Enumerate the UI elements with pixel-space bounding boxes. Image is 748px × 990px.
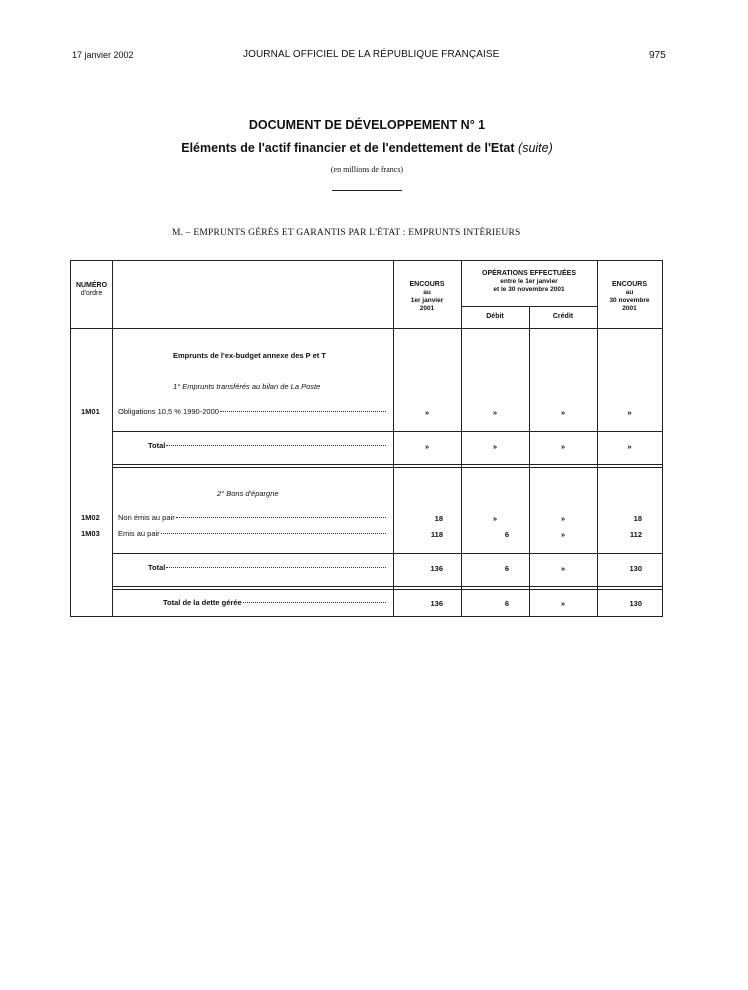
row-label-text: Total (148, 563, 166, 572)
subtitle-suffix: (suite) (518, 141, 553, 155)
cell-credit: » (560, 514, 566, 523)
debt-table (70, 260, 663, 617)
row-label-text: Total de la dette gérée (163, 598, 242, 607)
header-encours-end-line3: 30 novembre (609, 297, 650, 304)
header-encours-start-line4: 2001 (419, 305, 435, 312)
cell-credit: » (560, 408, 566, 417)
header-credit: Crédit (552, 313, 574, 320)
header-operations (461, 270, 597, 294)
header-encours-end-line4: 2001 (622, 305, 637, 312)
row-id: 1M03 (81, 529, 100, 538)
header-numero-line1: NUMÉRO (75, 282, 108, 289)
cell-encours: 136 (430, 564, 443, 573)
cell-debit: » (492, 442, 498, 451)
document-subtitle (0, 141, 734, 155)
header-bottom-line (71, 328, 662, 329)
header-encours-start-line2: au (423, 289, 431, 296)
cell-encours: » (424, 408, 430, 417)
double-row-line (112, 586, 662, 590)
col-divider (112, 261, 113, 616)
header-operations-line1: OPÉRATIONS EFFECTUÉES (482, 270, 576, 277)
document-title: DOCUMENT DE DÉVELOPPEMENT N° 1 (248, 118, 486, 132)
cell-encours: 118 (430, 530, 443, 539)
cell-debit: 6 (504, 530, 509, 539)
cell-encours-end: 130 (629, 599, 642, 608)
header-numero-line2: d'ordre (80, 290, 103, 297)
row-label-text: Emis au pair (118, 529, 160, 538)
header-date: 17 janvier 2002 (72, 50, 134, 60)
header-operations-line2: entre le 1er janvier (500, 278, 558, 285)
cell-debit: » (492, 408, 498, 417)
row-line (112, 553, 662, 554)
title-rule (332, 190, 402, 191)
cell-encours: 136 (430, 599, 443, 608)
cell-debit: » (492, 514, 498, 523)
leader-dots (220, 411, 386, 412)
cell-debit: 6 (504, 564, 509, 573)
header-debit: Débit (486, 313, 504, 320)
row-label (163, 598, 386, 607)
cell-encours-end: 18 (633, 514, 642, 523)
col-divider (393, 261, 394, 616)
row-label-text: Non émis au pair (118, 513, 175, 522)
cell-encours: » (424, 442, 430, 451)
row-label-text: Total (148, 441, 166, 450)
cell-encours-end: » (627, 408, 632, 417)
subgroup-title-2: 2° Bons d'épargne (217, 489, 279, 498)
cell-credit: » (560, 442, 566, 451)
section-heading: M. – EMPRUNTS GÉRÉS ET GARANTIS PAR L'ÉTAT : EMPRUNTS INTÉRIEURS (172, 228, 521, 238)
cell-encours-end: 112 (629, 530, 642, 539)
cell-encours-end: » (627, 442, 632, 451)
leader-dots (166, 445, 386, 446)
row-id: 1M01 (81, 407, 100, 416)
double-row-line (112, 464, 662, 468)
unit-note: (en millions de francs) (330, 165, 404, 174)
row-line (112, 431, 662, 432)
header-journal-title: JOURNAL OFFICIEL DE LA RÉPUBLIQUE FRANÇAISE (243, 49, 500, 60)
row-label (148, 441, 386, 450)
leader-dots (243, 602, 386, 603)
leader-dots (166, 567, 386, 568)
leader-dots (176, 517, 386, 518)
group-title: Emprunts de l'ex-budget annexe des P et T (173, 351, 326, 360)
subtitle-text: Eléments de l'actif financier et de l'endettement de l'Etat (181, 141, 515, 155)
row-id: 1M02 (81, 513, 100, 522)
header-encours-start-line3: 1er janvier (410, 297, 444, 304)
row-label (118, 513, 386, 522)
cell-credit: » (560, 564, 566, 573)
col-divider (597, 261, 598, 616)
cell-encours-end: 130 (629, 564, 642, 573)
header-operations-line3: et le 30 novembre 2001 (493, 286, 565, 293)
cell-debit: 6 (504, 599, 509, 608)
ops-header-divider (461, 306, 597, 307)
row-label (118, 529, 386, 538)
row-label (118, 407, 386, 416)
row-label (148, 563, 386, 572)
header-encours-end-line1: ENCOURS (611, 281, 647, 288)
header-encours-start-line1: ENCOURS (409, 281, 445, 288)
header-encours-end-line2: au (625, 289, 634, 296)
subgroup-title-1: 1° Emprunts transférés au bilan de La Poste (173, 382, 321, 391)
header-numero (71, 282, 112, 298)
header-page-number: 975 (649, 50, 666, 61)
cell-credit: » (560, 530, 566, 539)
header-encours-start (393, 281, 461, 313)
cell-encours: 18 (434, 514, 443, 523)
header-encours-end (597, 281, 662, 313)
cell-credit: » (560, 599, 566, 608)
row-label-text: Obligations 10,5 % 1990-2000 (118, 407, 219, 416)
leader-dots (161, 533, 386, 534)
